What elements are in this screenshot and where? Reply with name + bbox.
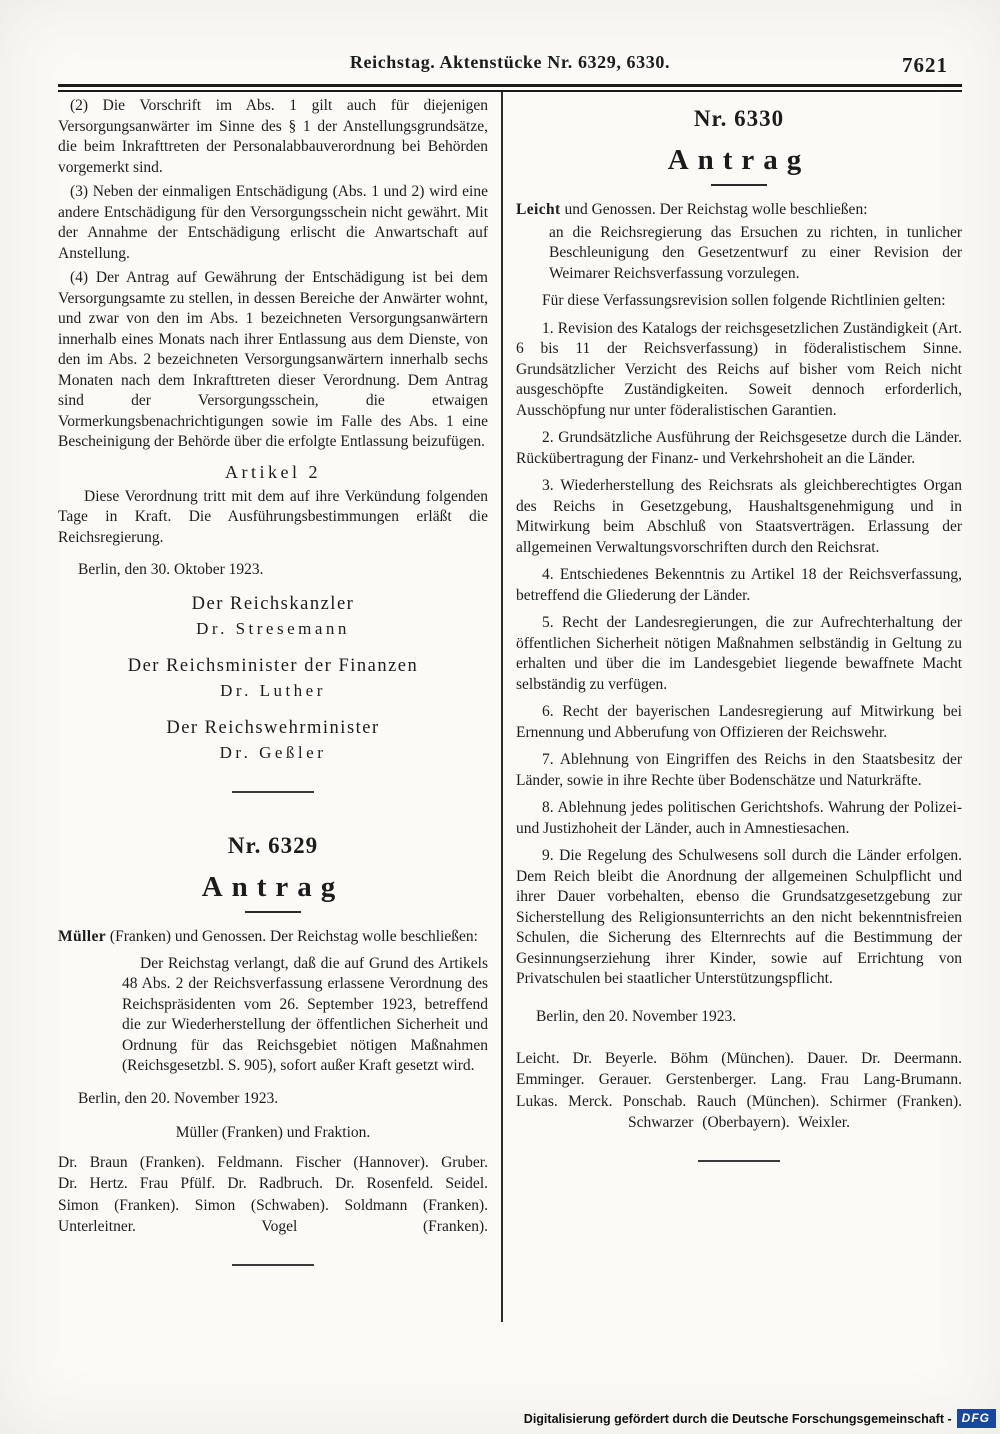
signatory-name: Dr. Geßler [219,743,327,762]
lead-proposer-name: Müller [58,928,107,945]
guideline-item-6: 6. Recht der bayerischen Landesregierung auf Mitwirkung bei Ernennung und Abberufung von Offizieren der Reichswehr. [516,703,962,741]
column-divider-rule [501,92,503,1322]
lead-text: und Genossen. Der Reichstag wolle beschließen: [560,201,868,218]
guideline-item-7: 7. Ablehnung von Eingriffen des Reichs in den Staatsbesitz der Länder, sowie in ihre Rechte über Bodenschätze und Naturkräfte. [516,751,962,789]
signatory-reichskanzler [58,592,488,641]
digitization-credit-text: Digitalisierung gefördert durch die Deutsche Forschungsgemeinschaft - [523,1411,952,1426]
antrag-6330-heading: Antrag [667,144,811,176]
date-line-november-left: Berlin, den 20. November 1923. [78,1089,279,1107]
antrag-6330-lead [516,200,962,221]
signatory-title: Der Reichskanzler [191,594,355,614]
signature-list-6329: Dr. Braun (Franken). Feldmann. Fischer (Hannover). Gruber. Dr. Hertz. Frau Pfülf. Dr. Radbruch. Dr. Rosenfeld. Seidel. Simon (Franken). Simon (Schwaben). Soldmann (Franken). Unterleitner. Vogel (Franken). [58,1153,488,1235]
signatory-finanzminister [58,654,488,703]
guideline-item-8: 8. Ablehnung jedes politischen Gerichtshofs. Wahrung der Polizei- und Justizhoheit der Länder, auch in Amnestiesachen. [516,799,962,837]
lead-proposer-name: Leicht [516,201,561,218]
antrag-6329-number: Nr. 6329 [227,833,319,858]
signatory-title: Der Reichsminister der Finanzen [127,656,419,676]
signatory-name: Dr. Stresemann [196,619,350,638]
guideline-item-9: 9. Die Regelung des Schulwesens soll durch die Länder erfolgen. Dem Reich bleibt die Anordnung der allgemeinen Schulpflicht und ihrer Dauer vorbehalten, ebenso die Grundsatzgesetzgebung zur Sicherstellung des Religionsunterrichts an den nicht bekenntnisfreien Schulen, die Sicherung des Elternrechts auf die Bestimmung der Gesinnungserziehung ihrer Kinder, sowie auf Errichtung von Privatschulen bei staatlicher Unterstützungspflicht. [516,847,962,987]
section-divider-rule [232,1264,314,1266]
section-divider-rule [698,1160,780,1162]
guideline-item-5: 5. Recht der Landesregierungen, die zur Aufrechterhaltung der öffentlichen Sicherheit nötigen Maßnahmen selbständig in Geltung zu erhalten und über die im Landesgebiet liegende bewaffnete Macht selbständig zu verfügen. [516,614,962,693]
page-number: 7621 [902,53,948,77]
guideline-item-1: 1. Revision des Katalogs der reichsgesetzlichen Zuständigkeit (Art. 6 bis 11 der Reichsverfassung) in föderalistischem Sinne. Grundsätzlicher Verzicht des Reichs auf bisher vom Reich nicht ausgeschöpfte Zuständigkeiten. Soweit dennoch erforderlich, Ausschöpfung nur unter föderalistischen Garantien. [516,319,962,419]
guideline-item-2: 2. Grundsätzliche Ausführung der Reichsgesetze durch die Länder. Rückübertragung der Finanz- und Verkehrshoheit an die Länder. [516,429,962,467]
antrag-6330-number: Nr. 6330 [693,106,785,131]
header-double-rule [58,84,962,92]
paragraph-abs-2: (2) Die Vorschrift im Abs. 1 gilt auch für diejenigen Versorgungsanwärter im Sinne des § 1 der Anstellungsgrundsätze, die beim Inkrafttreten der Personalabbauverordnung bei Behörden vorgemerkt sind. [58,97,488,176]
header-title: Reichstag. Aktenstücke Nr. 6329, 6330. [349,52,671,72]
signatory-title: Der Reichswehrminister [166,718,380,738]
page-header [58,52,962,82]
section-divider-rule [232,791,314,793]
guidelines-intro: Für diese Verfassungsrevision sollen folgende Richtlinien gelten: [542,292,946,309]
paragraph-abs-3: (3) Neben der einmaligen Entschädigung (Abs. 1 und 2) wird eine andere Entschädigung für den Versorgungsschein nicht gewährt. Mit der Annahme der Entschädigung erlischt die Anwartschaft auf Anstellung. [58,183,488,262]
signature-list-6330: Leicht. Dr. Beyerle. Böhm (München). Dauer. Dr. Deermann. Emminger. Gerauer. Gerstenberger. Lang. Frau Lang-Brumann. Lukas. Merck. Ponschab. Rauch (München). Schirmer (Franken). Schwarzer (Oberbayern). Weixler. [516,1049,962,1131]
left-column [58,92,488,1266]
right-column [516,92,962,1162]
signatory-name: Dr. Luther [220,681,326,700]
antrag-6329-lead [58,927,488,948]
antrag-6330-request: an die Reichsregierung das Ersuchen zu richten, in tunlicher Beschleunigung den Gesetzentwurf zu einer Revision der Weimarer Reichsverfassung vorzulegen. [549,223,962,282]
date-line-november-right: Berlin, den 20. November 1923. [536,1007,737,1025]
lead-text: (Franken) und Genossen. Der Reichstag wolle beschließen: [106,928,478,945]
antrag-6329-body: Der Reichstag verlangt, daß die auf Grund des Artikels 48 Abs. 2 der Reichsverfassung erlassene Verordnung des Reichspräsidenten vom 26. September 1923, betreffend die zur Wiederherstellung der öffentlichen Sicherheit und Ordnung für das Reichsgebiet nötigen Maßnahmen (Reichsgesetzbl. S. 905), sofort außer Kraft gesetzt wird. [122,954,488,1074]
antrag-heading-underline [711,184,767,186]
paragraph-abs-4: (4) Der Antrag auf Gewährung der Entschädigung ist bei dem Versorgungsamte zu stellen, in dessen Bereiche der Anwärter wohnt, und zwar von den im Abs. 1 bezeichneten Versorgungsanwärtern innerhalb eines Monats nach ihrer Entlassung aus dem Dienste, von den im Abs. 2 bezeichneten Versorgungsanwärtern innerhalb sechs Monaten nach dem Inkrafttreten dieser Verordnung. Dem Antrag sind der Versorgungsschein, die etwaigen Vormerkungsbenachrichtigungen sowie im Falle des Abs. 1 eine Bescheinigung der Behörde über die erfolgte Entlassung beizufügen. [58,269,488,450]
signatory-reichswehrminister [58,716,488,765]
date-line-october: Berlin, den 30. Oktober 1923. [78,561,264,578]
guideline-item-4: 4. Entschiedenes Bekenntnis zu Artikel 18 der Reichsverfassung, betreffend die Gliederung der Länder. [516,566,962,604]
fraktion-line: Müller (Franken) und Fraktion. [175,1123,371,1141]
artikel-2-text: Diese Verordnung tritt mit dem auf ihre Verkündung folgenden Tage in Kraft. Die Ausführungsbestimmungen erläßt die Reichsregierung. [58,487,488,546]
guideline-item-3: 3. Wiederherstellung des Reichsrats als gleichberechtigtes Organ des Reichs in Gesetzgebung, Haushaltsgenehmigung und in Mitwirkung beim Abschluß von Staatsverträgen. Erlassung der allgemeinen Verwaltungsvorschriften durch den Reichsrat. [516,477,962,556]
antrag-6329-heading: Antrag [201,871,345,903]
artikel-2-heading: Artikel 2 [225,461,321,482]
digitization-footer [524,1409,996,1428]
dfg-logo: DFG [957,1409,996,1428]
antrag-heading-underline [245,911,301,913]
